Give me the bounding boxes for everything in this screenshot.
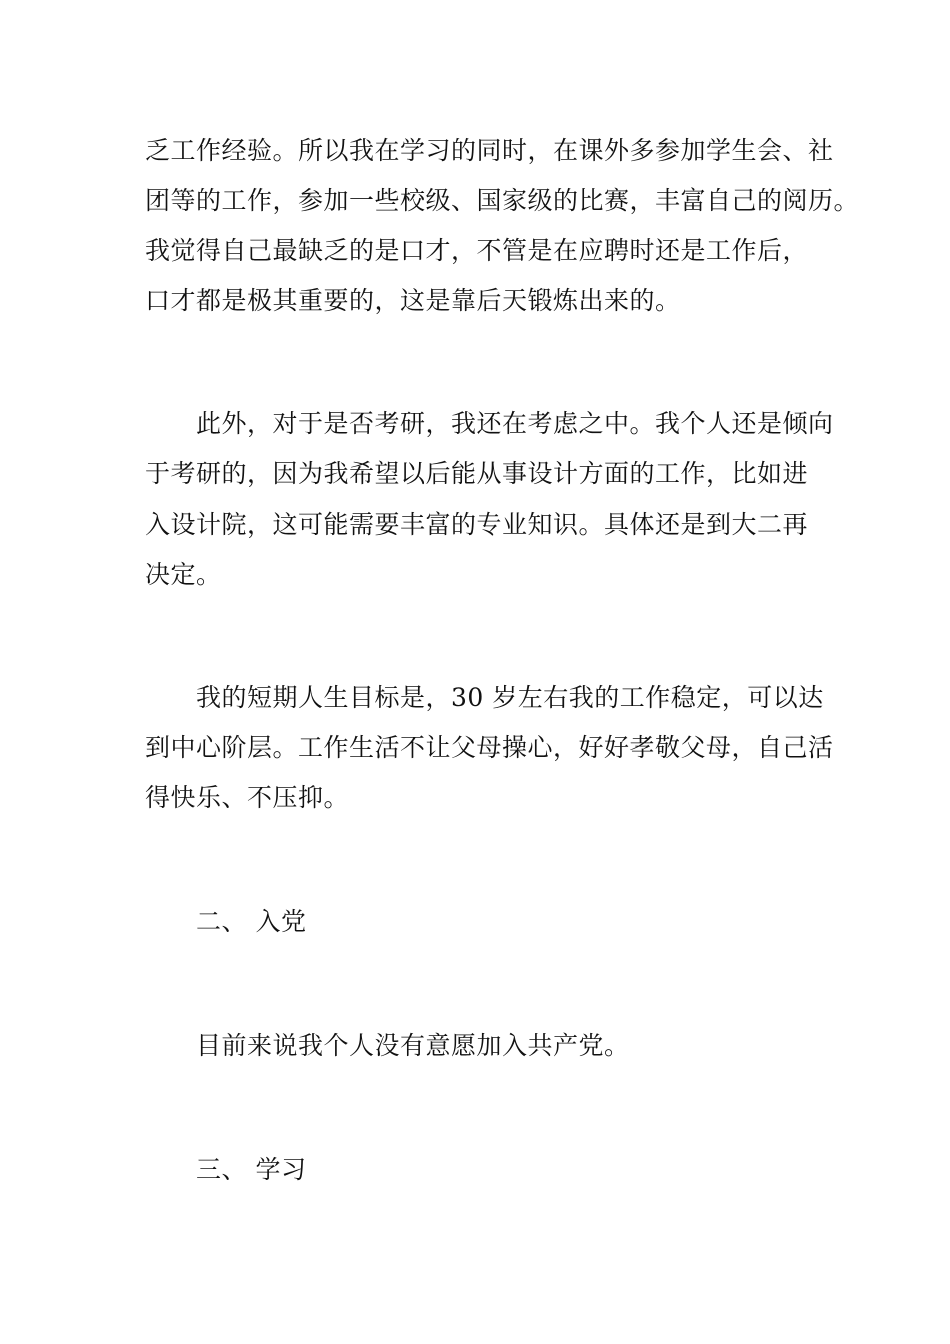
paragraph-line: 入设计院，这可能需要丰富的专业知识。具体还是到大二再 bbox=[145, 510, 809, 539]
paragraph-line: 得快乐、不压抑。 bbox=[145, 783, 350, 812]
section-heading-party: 二、 入党 bbox=[196, 907, 307, 936]
paragraph-line: 决定。 bbox=[145, 560, 222, 589]
paragraph-line: 乏工作经验。所以我在学习的同时，在课外多参加学生会、社 bbox=[145, 136, 834, 165]
paragraph-line: 到中心阶层。工作生活不让父母操心，好好孝敬父母，自己活 bbox=[145, 733, 834, 762]
paragraph-line: 团等的工作，参加一些校级、国家级的比赛，丰富自己的阅历。 bbox=[145, 186, 860, 215]
paragraph-line: 此外，对于是否考研，我还在考虑之中。我个人还是倾向 bbox=[196, 409, 834, 438]
paragraph-line: 我觉得自己最缺乏的是口才，不管是在应聘时还是工作后， bbox=[145, 236, 809, 265]
section-heading-study: 三、 学习 bbox=[196, 1155, 307, 1184]
paragraph-line: 口才都是极其重要的，这是靠后天锻炼出来的。 bbox=[145, 286, 681, 315]
paragraph-line: 目前来说我个人没有意愿加入共产党。 bbox=[196, 1031, 630, 1060]
paragraph-line: 我的短期人生目标是，30 岁左右我的工作稳定，可以达 bbox=[196, 683, 824, 712]
paragraph-line: 于考研的，因为我希望以后能从事设计方面的工作，比如进 bbox=[145, 459, 809, 488]
